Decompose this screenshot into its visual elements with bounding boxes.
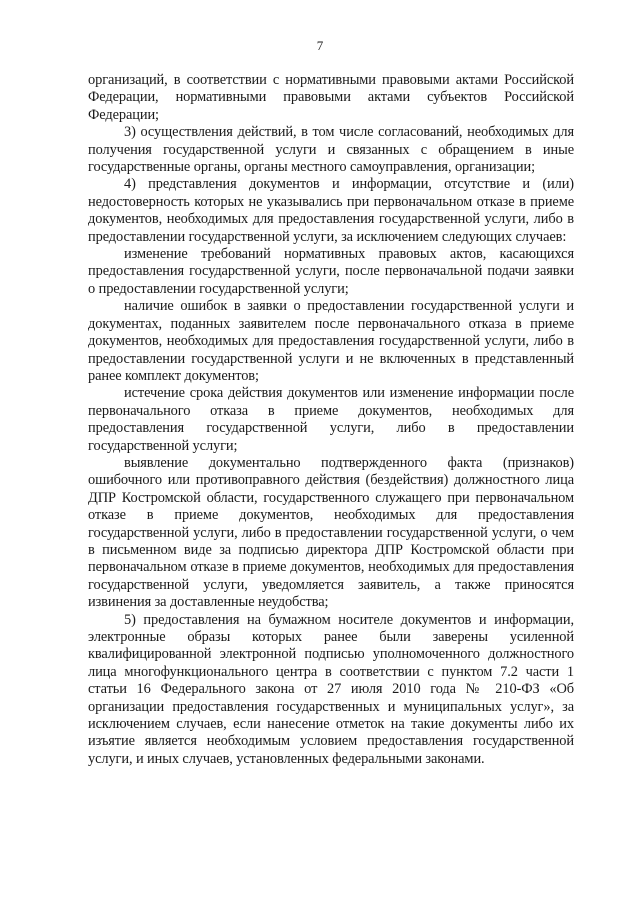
page-number: 7 — [316, 38, 324, 53]
paragraph-item-4: 4) представления документов и информации, отсутствие и (или) недостоверность которых не указывались при первоначальном отказе в приеме документов, необходимых для предоставления государственной услуги, либо в предоставлении государственной услуги, за исключением следующих случаев: — [88, 176, 574, 245]
paragraph-item-3: 3) осуществления действий, в том числе согласований, необходимых для получения государственной услуги и связанных с обращением в иные государственные органы, органы местного самоуправления, организации; — [88, 124, 574, 176]
paragraph-case-2: наличие ошибок в заявки о предоставлении государственной услуги и документах, поданных заявителем после первоначального отказа в приеме документов, необходимых для предоставления государственной услуги, либо в предоставлении государственной услуги и не включенных в представленный ранее комплект документов; — [88, 298, 574, 384]
paragraph-case-1: изменение требований нормативных правовых актов, касающихся предоставления государственной услуги, после первоначальной подачи заявки о предоставлении государственной услуги; — [88, 246, 574, 297]
paragraph-case-3: истечение срока действия документов или изменение информации после первоначального отказа в приеме документов, необходимых для предоставления государственной услуги, либо в предоставлении государственной услуги; — [88, 385, 574, 454]
paragraph-continuation: организаций, в соответствии с нормативными правовыми актами Российской Федерации, нормативными правовыми актами субъектов Российской Федерации; — [88, 72, 574, 123]
document-body — [88, 72, 574, 768]
paragraph-item-5: 5) предоставления на бумажном носителе документов и информации, электронные образы которых ранее были заверены усиленной квалифицированной электронной подписью уполномоченного должностного лица многофункционального центра в соответствии с пунктом 7.2 части 1 статьи 16 Федерального закона от 27 июля 2010 года № 210-ФЗ «Об организации предоставления государственных и муниципальных услуг», за исключением случаев, если нанесение отметок на такие документы либо их изъятие является необходимым условием предоставления государственной услуги, и иных случаев, установленных федеральными законами. — [88, 611, 574, 767]
paragraph-case-4: выявление документально подтвержденного факта (признаков) ошибочного или противоправного действия (бездействия) должностного лица ДПР Костромской области, государственного служащего при первоначальном отказе в приеме документов, необходимых для предоставления государственной услуги, либо в предоставлении государственной услуги, о чем в письменном виде за подписью директора ДПР Костромской области при первоначальном отказе в приеме документов, необходимых для предоставления государственной услуги, уведомляется заявитель, а также приносятся извинения за доставленные неудобства; — [88, 454, 574, 611]
